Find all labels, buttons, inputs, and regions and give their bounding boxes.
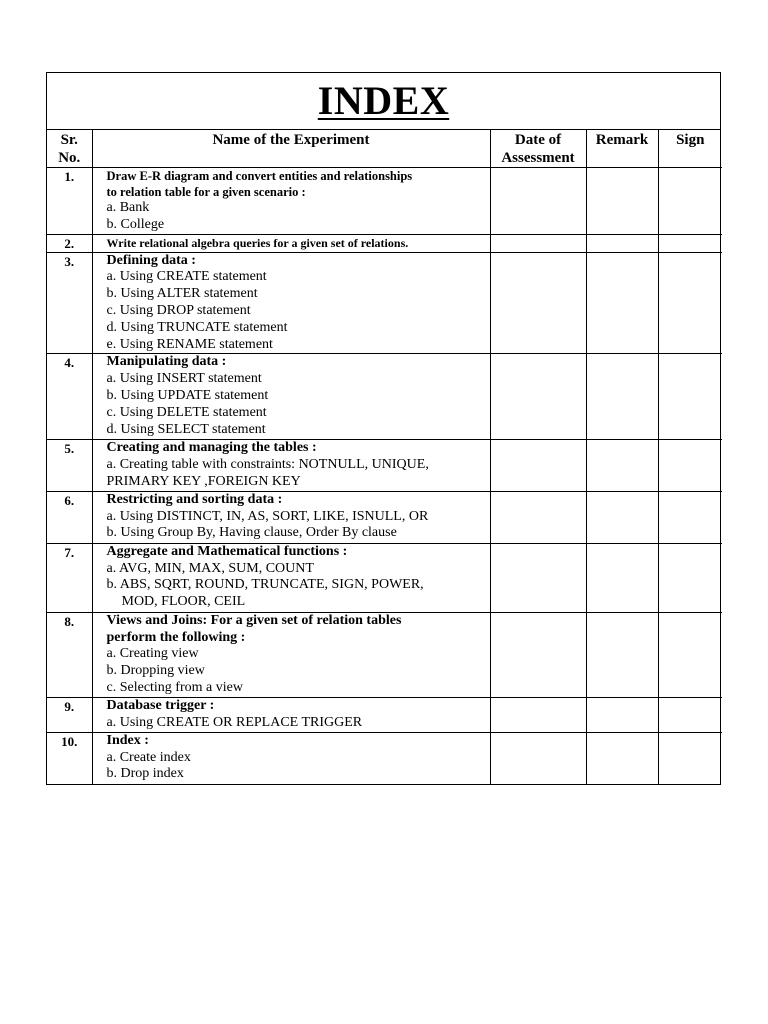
sign-cell	[658, 252, 722, 354]
sign-cell	[658, 543, 722, 612]
header-name-label: Name of the Experiment	[212, 132, 370, 148]
row-heading: Index :	[106, 732, 149, 748]
row-item: b. Using Group By, Having clause, Order By clause	[106, 525, 397, 541]
remark-cell	[586, 168, 658, 235]
header-remark-label: Remark	[595, 132, 649, 148]
row-sr: 7.	[47, 543, 92, 612]
table-row	[47, 440, 722, 491]
remark-cell	[586, 543, 658, 612]
row-item: a. Using INSERT statement	[106, 371, 262, 387]
row-item: b. Using ALTER statement	[106, 286, 258, 302]
row-item: a. Create index	[106, 749, 191, 765]
sign-cell	[658, 168, 722, 235]
sign-cell	[658, 234, 722, 252]
row-heading: Database trigger :	[106, 697, 215, 713]
date-cell	[490, 697, 586, 732]
row-heading: perform the following :	[106, 629, 246, 645]
table-row	[47, 732, 722, 784]
row-experiment	[92, 252, 490, 354]
row-experiment	[92, 168, 490, 235]
row-item: a. Creating view	[106, 646, 199, 662]
row-item: c. Selecting from a view	[106, 679, 243, 695]
row-item: c. Using DELETE statement	[106, 404, 267, 420]
date-cell	[490, 354, 586, 440]
remark-cell	[586, 234, 658, 252]
row-heading: Defining data :	[106, 252, 196, 268]
row-item: PRIMARY KEY ,FOREIGN KEY	[106, 473, 301, 489]
date-cell	[490, 543, 586, 612]
row-item: a. Creating table with constraints: NOTNULL, UNIQUE,	[106, 457, 429, 473]
sign-cell	[658, 697, 722, 732]
table-row	[47, 234, 722, 252]
table-row	[47, 543, 722, 612]
remark-cell	[586, 491, 658, 543]
row-heading: Manipulating data :	[106, 354, 227, 370]
row-item: d. Using SELECT statement	[106, 421, 266, 437]
row-item: a. Using CREATE statement	[106, 269, 267, 285]
date-cell	[490, 234, 586, 252]
table-row	[47, 697, 722, 732]
row-sr: 3.	[47, 252, 92, 354]
date-cell	[490, 491, 586, 543]
date-cell	[490, 252, 586, 354]
row-item: b. Using UPDATE statement	[106, 387, 269, 403]
remark-cell	[586, 697, 658, 732]
row-experiment	[92, 491, 490, 543]
table-row	[47, 491, 722, 543]
row-experiment	[92, 612, 490, 697]
row-heading: Restricting and sorting data :	[106, 491, 283, 507]
row-item: b. Dropping view	[106, 663, 205, 679]
row-item: a. AVG, MIN, MAX, SUM, COUNT	[106, 560, 314, 576]
table-row	[47, 354, 722, 440]
row-sr: 8.	[47, 612, 92, 697]
row-heading: to relation table for a given scenario :	[106, 185, 306, 199]
date-cell	[490, 732, 586, 784]
row-heading: Draw E-R diagram and convert entities and relationships	[106, 169, 413, 183]
table-row	[47, 252, 722, 354]
header-date-line1: Date of	[514, 132, 562, 148]
sign-cell	[658, 354, 722, 440]
page-title: INDEX	[317, 78, 450, 123]
row-experiment	[92, 543, 490, 612]
row-experiment	[92, 732, 490, 784]
row-sr: 1.	[47, 168, 92, 235]
row-item: c. Using DROP statement	[106, 302, 251, 318]
row-item: a. Using DISTINCT, IN, AS, SORT, LIKE, ISNULL, OR	[106, 508, 429, 524]
sign-cell	[658, 732, 722, 784]
row-item: a. Bank	[106, 200, 150, 215]
experiments-table	[47, 130, 722, 784]
row-sr: 10.	[47, 732, 92, 784]
row-heading: Creating and managing the tables :	[106, 440, 317, 456]
row-sr: 5.	[47, 440, 92, 491]
row-sr: 9.	[47, 697, 92, 732]
row-experiment	[92, 354, 490, 440]
remark-cell	[586, 354, 658, 440]
header-sign	[658, 130, 722, 168]
date-cell	[490, 440, 586, 491]
remark-cell	[586, 732, 658, 784]
row-sr: 4.	[47, 354, 92, 440]
header-date-line2: Assessment	[501, 150, 575, 166]
row-item: e. Using RENAME statement	[106, 336, 273, 352]
remark-cell	[586, 440, 658, 491]
row-experiment	[92, 697, 490, 732]
sign-cell	[658, 440, 722, 491]
title-row	[47, 73, 720, 130]
row-experiment	[92, 440, 490, 491]
sign-cell	[658, 612, 722, 697]
table-row	[47, 612, 722, 697]
header-date	[490, 130, 586, 168]
header-sr-line2: No.	[58, 150, 81, 166]
date-cell	[490, 612, 586, 697]
header-name	[92, 130, 490, 168]
row-heading: Write relational algebra queries for a given set of relations.	[106, 235, 409, 250]
sign-cell	[658, 491, 722, 543]
remark-cell	[586, 612, 658, 697]
row-item: b. College	[106, 216, 165, 232]
header-row	[47, 130, 722, 168]
row-item: MOD, FLOOR, CEIL	[121, 594, 246, 610]
table-row	[47, 168, 722, 235]
header-sign-label: Sign	[676, 132, 705, 148]
date-cell	[490, 168, 586, 235]
header-remark	[586, 130, 658, 168]
header-sr-line1: Sr.	[60, 132, 78, 148]
row-item: a. Using CREATE OR REPLACE TRIGGER	[106, 714, 363, 730]
row-item: d. Using TRUNCATE statement	[106, 319, 288, 335]
row-sr: 6.	[47, 491, 92, 543]
row-experiment	[92, 234, 490, 252]
header-sr	[47, 130, 92, 168]
row-item: b. Drop index	[106, 766, 184, 782]
row-sr: 2.	[47, 234, 92, 252]
row-heading: Views and Joins: For a given set of relation tables	[106, 612, 402, 628]
row-item: b. ABS, SQRT, ROUND, TRUNCATE, SIGN, POWER,	[106, 577, 424, 593]
row-heading: Aggregate and Mathematical functions :	[106, 543, 348, 559]
index-sheet	[46, 72, 721, 785]
remark-cell	[586, 252, 658, 354]
